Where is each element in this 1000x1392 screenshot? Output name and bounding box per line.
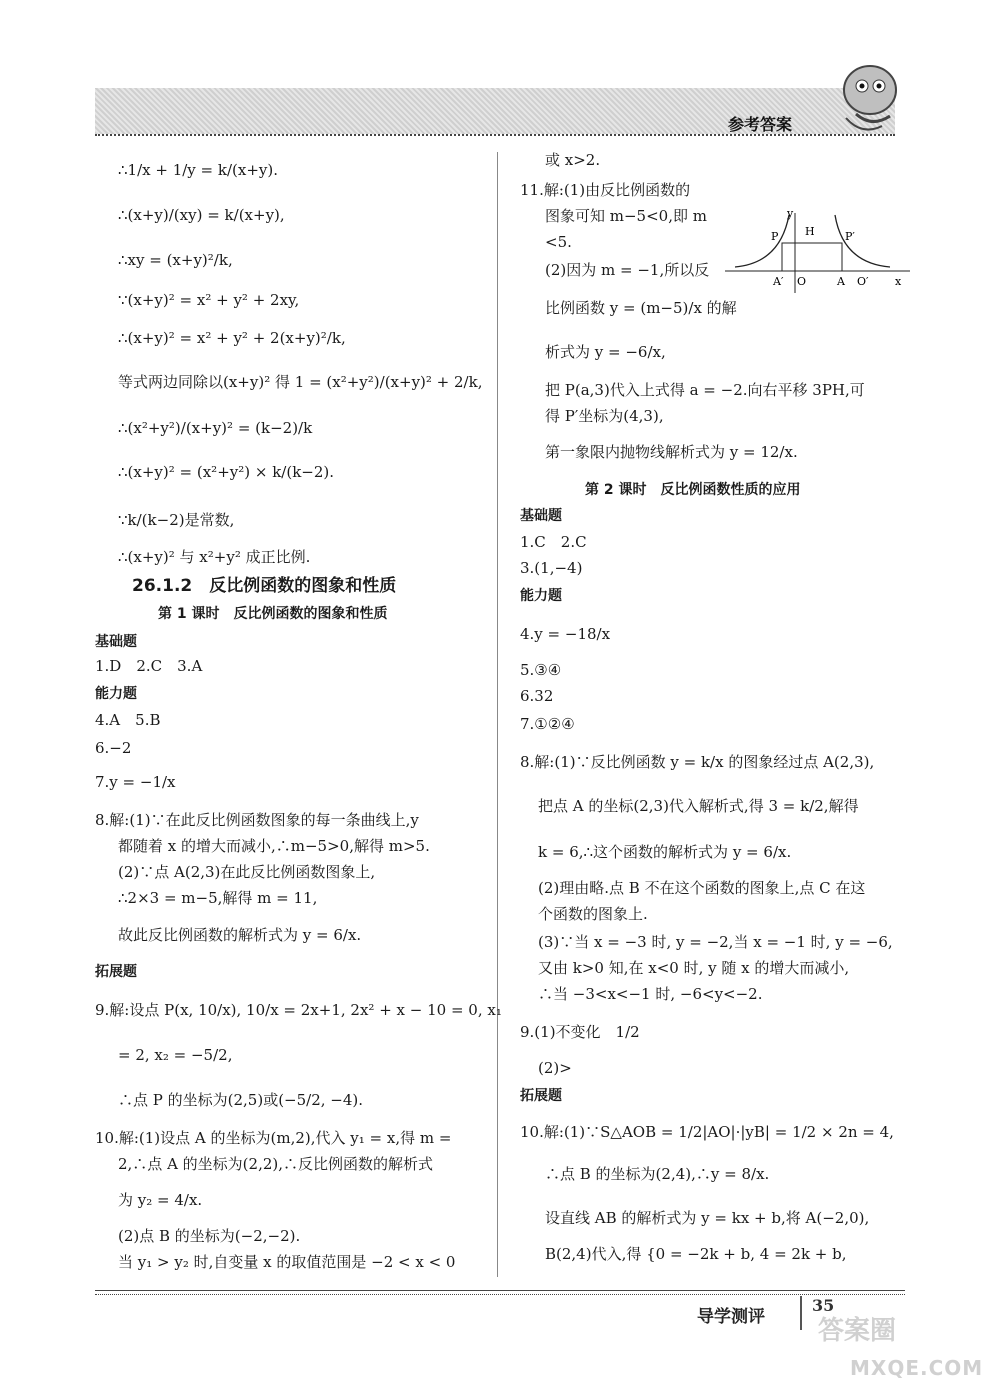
footer-title: 导学测评 bbox=[697, 1307, 765, 1327]
watermark-logo: 答案圈 bbox=[818, 1316, 897, 1346]
left-line-23: 拓展题 bbox=[95, 964, 137, 980]
left-line-13: 1.D 2.C 3.A bbox=[95, 657, 203, 675]
left-line-29: 为 y₂ = 4/x. bbox=[118, 1191, 203, 1209]
left-line-27: 10.解:(1)设点 A 的坐标为(m,2),代入 y₁ = x,得 m = bbox=[95, 1129, 452, 1147]
right-line-7: 把 P(a,3)代入上式得 a = −2.向右平移 3PH,可 bbox=[545, 381, 865, 399]
right-line-17: 6.32 bbox=[520, 687, 554, 705]
right-line-25: 又由 k>0 知,在 x<0 时, y 随 x 的增大而减小, bbox=[538, 959, 850, 977]
right-line-23: 个函数的图象上. bbox=[538, 905, 648, 923]
right-line-11: 基础题 bbox=[520, 508, 562, 524]
right-line-20: 把点 A 的坐标(2,3)代入解析式,得 3 = k/2,解得 bbox=[538, 797, 859, 815]
graph-label-p-prime: P′ bbox=[845, 230, 855, 243]
right-line-18: 7.①②④ bbox=[520, 715, 575, 733]
left-line-1: ∴(x+y)/(xy) = k/(x+y), bbox=[118, 206, 285, 224]
left-line-12: 基础题 bbox=[95, 634, 137, 650]
left-line-16: 6.−2 bbox=[95, 739, 132, 757]
right-line-9: 第一象限内抛物线解析式为 y = 12/x. bbox=[545, 443, 798, 461]
right-line-1: 11.解:(1)由反比例函数的 bbox=[520, 181, 691, 199]
right-line-30: 10.解:(1)∵S△AOB = 1/2|AO|·|yB| = 1/2 × 2n = 4, bbox=[520, 1123, 894, 1141]
right-line-10: 第 2 课时 反比例函数性质的应用 bbox=[585, 482, 801, 498]
right-line-22: (2)理由略.点 B 不在这个函数的图象上,点 C 在这 bbox=[538, 879, 866, 897]
right-line-19: 8.解:(1)∵反比例函数 y = k/x 的图象经过点 A(2,3), bbox=[520, 753, 875, 771]
graph-label-h: H bbox=[805, 225, 815, 238]
graph-label-o-prime: O′ bbox=[857, 275, 869, 288]
footer-rule bbox=[95, 1290, 905, 1291]
left-line-6: ∴(x²+y²)/(x+y)² = (k−2)/k bbox=[118, 419, 313, 437]
column-divider bbox=[497, 152, 498, 1277]
right-line-3: <5. bbox=[545, 233, 572, 251]
left-line-31: 当 y₁ > y₂ 时,自变量 x 的取值范围是 −2 < x < 0 bbox=[118, 1253, 456, 1271]
page-number: 35 bbox=[812, 1296, 835, 1315]
left-line-18: 8.解:(1)∵在此反比例函数图象的每一条曲线上,y bbox=[95, 811, 419, 829]
mascot-icon bbox=[832, 56, 902, 136]
right-line-5: 比例函数 y = (m−5)/x 的解 bbox=[545, 299, 737, 317]
left-line-10: 26.1.2 反比例函数的图象和性质 bbox=[132, 576, 397, 596]
left-line-4: ∴(x+y)² = x² + y² + 2(x+y)²/k, bbox=[118, 329, 346, 347]
left-line-5: 等式两边同除以(x+y)² 得 1 = (x²+y²)/(x+y)² + 2/k, bbox=[118, 373, 483, 391]
graph-label-x: x bbox=[895, 275, 902, 288]
hyperbola-graph bbox=[725, 205, 910, 295]
right-line-14: 能力题 bbox=[520, 588, 562, 604]
left-line-9: ∴(x+y)² 与 x²+y² 成正比例. bbox=[118, 548, 311, 566]
left-line-2: ∴xy = (x+y)²/k, bbox=[118, 251, 233, 269]
right-line-29: 拓展题 bbox=[520, 1088, 562, 1104]
left-line-21: ∴2×3 = m−5,解得 m = 11, bbox=[118, 889, 318, 907]
footer-separator bbox=[800, 1296, 802, 1330]
graph-label-p: P bbox=[771, 230, 779, 243]
right-line-28: (2)> bbox=[538, 1059, 572, 1077]
graph-label-o: O bbox=[797, 275, 807, 288]
right-line-31: ∴点 B 的坐标为(2,4),∴y = 8/x. bbox=[545, 1165, 770, 1183]
right-line-21: k = 6,∴这个函数的解析式为 y = 6/x. bbox=[538, 843, 792, 861]
right-line-6: 析式为 y = −6/x, bbox=[545, 343, 666, 361]
left-line-7: ∴(x+y)² = (x²+y²) × k/(k−2). bbox=[118, 463, 335, 481]
right-line-13: 3.(1,−4) bbox=[520, 559, 583, 577]
left-line-26: ∴点 P 的坐标为(2,5)或(−5/2, −4). bbox=[118, 1091, 364, 1109]
right-line-8: 得 P′坐标为(4,3), bbox=[545, 407, 664, 425]
right-line-15: 4.y = −18/x bbox=[520, 625, 611, 643]
right-line-26: ∴当 −3<x<−1 时, −6<y<−2. bbox=[538, 985, 763, 1003]
right-line-0: 或 x>2. bbox=[545, 151, 601, 169]
graph-label-y: y bbox=[787, 207, 794, 220]
left-line-0: ∴1/x + 1/y = k/(x+y). bbox=[118, 161, 278, 179]
left-line-20: (2)∵点 A(2,3)在此反比例函数图象上, bbox=[118, 863, 376, 881]
right-line-16: 5.③④ bbox=[520, 661, 562, 679]
graph-label-a-prime: A′ bbox=[773, 275, 784, 288]
left-line-17: 7.y = −1/x bbox=[95, 773, 176, 791]
left-line-30: (2)点 B 的坐标为(−2,−2). bbox=[118, 1227, 301, 1245]
right-line-2: 图象可知 m−5<0,即 m bbox=[545, 207, 707, 225]
left-line-24: 9.解:设点 P(x, 10/x), 10/x = 2x+1, 2x² + x − 10 = 0, x₁ bbox=[95, 1001, 502, 1019]
watermark-url: MXQE.COM bbox=[850, 1356, 984, 1380]
header-title: 参考答案 bbox=[728, 115, 793, 134]
left-line-3: ∵(x+y)² = x² + y² + 2xy, bbox=[118, 291, 300, 309]
left-line-14: 能力题 bbox=[95, 686, 137, 702]
right-line-4: (2)因为 m = −1,所以反 bbox=[545, 261, 710, 279]
left-line-22: 故此反比例函数的解析式为 y = 6/x. bbox=[118, 926, 362, 944]
left-line-15: 4.A 5.B bbox=[95, 711, 161, 729]
footer-rule-dotted bbox=[95, 1294, 905, 1295]
left-line-8: ∵k/(k−2)是常数, bbox=[118, 511, 235, 529]
right-line-24: (3)∵当 x = −3 时, y = −2,当 x = −1 时, y = −6, bbox=[538, 933, 893, 951]
left-line-28: 2,∴点 A 的坐标为(2,2),∴反比例函数的解析式 bbox=[118, 1155, 434, 1173]
right-line-27: 9.(1)不变化 1/2 bbox=[520, 1023, 640, 1041]
left-line-19: 都随着 x 的增大而减小,∴m−5>0,解得 m>5. bbox=[118, 837, 430, 855]
left-line-25: = 2, x₂ = −5/2, bbox=[118, 1046, 233, 1064]
right-line-32: 设直线 AB 的解析式为 y = kx + b,将 A(−2,0), bbox=[545, 1209, 870, 1227]
graph-label-a: A bbox=[837, 275, 845, 288]
left-line-11: 第 1 课时 反比例函数的图象和性质 bbox=[158, 606, 388, 622]
right-line-12: 1.C 2.C bbox=[520, 533, 587, 551]
right-line-33: B(2,4)代入,得 {0 = −2k + b, 4 = 2k + b, bbox=[545, 1245, 847, 1263]
